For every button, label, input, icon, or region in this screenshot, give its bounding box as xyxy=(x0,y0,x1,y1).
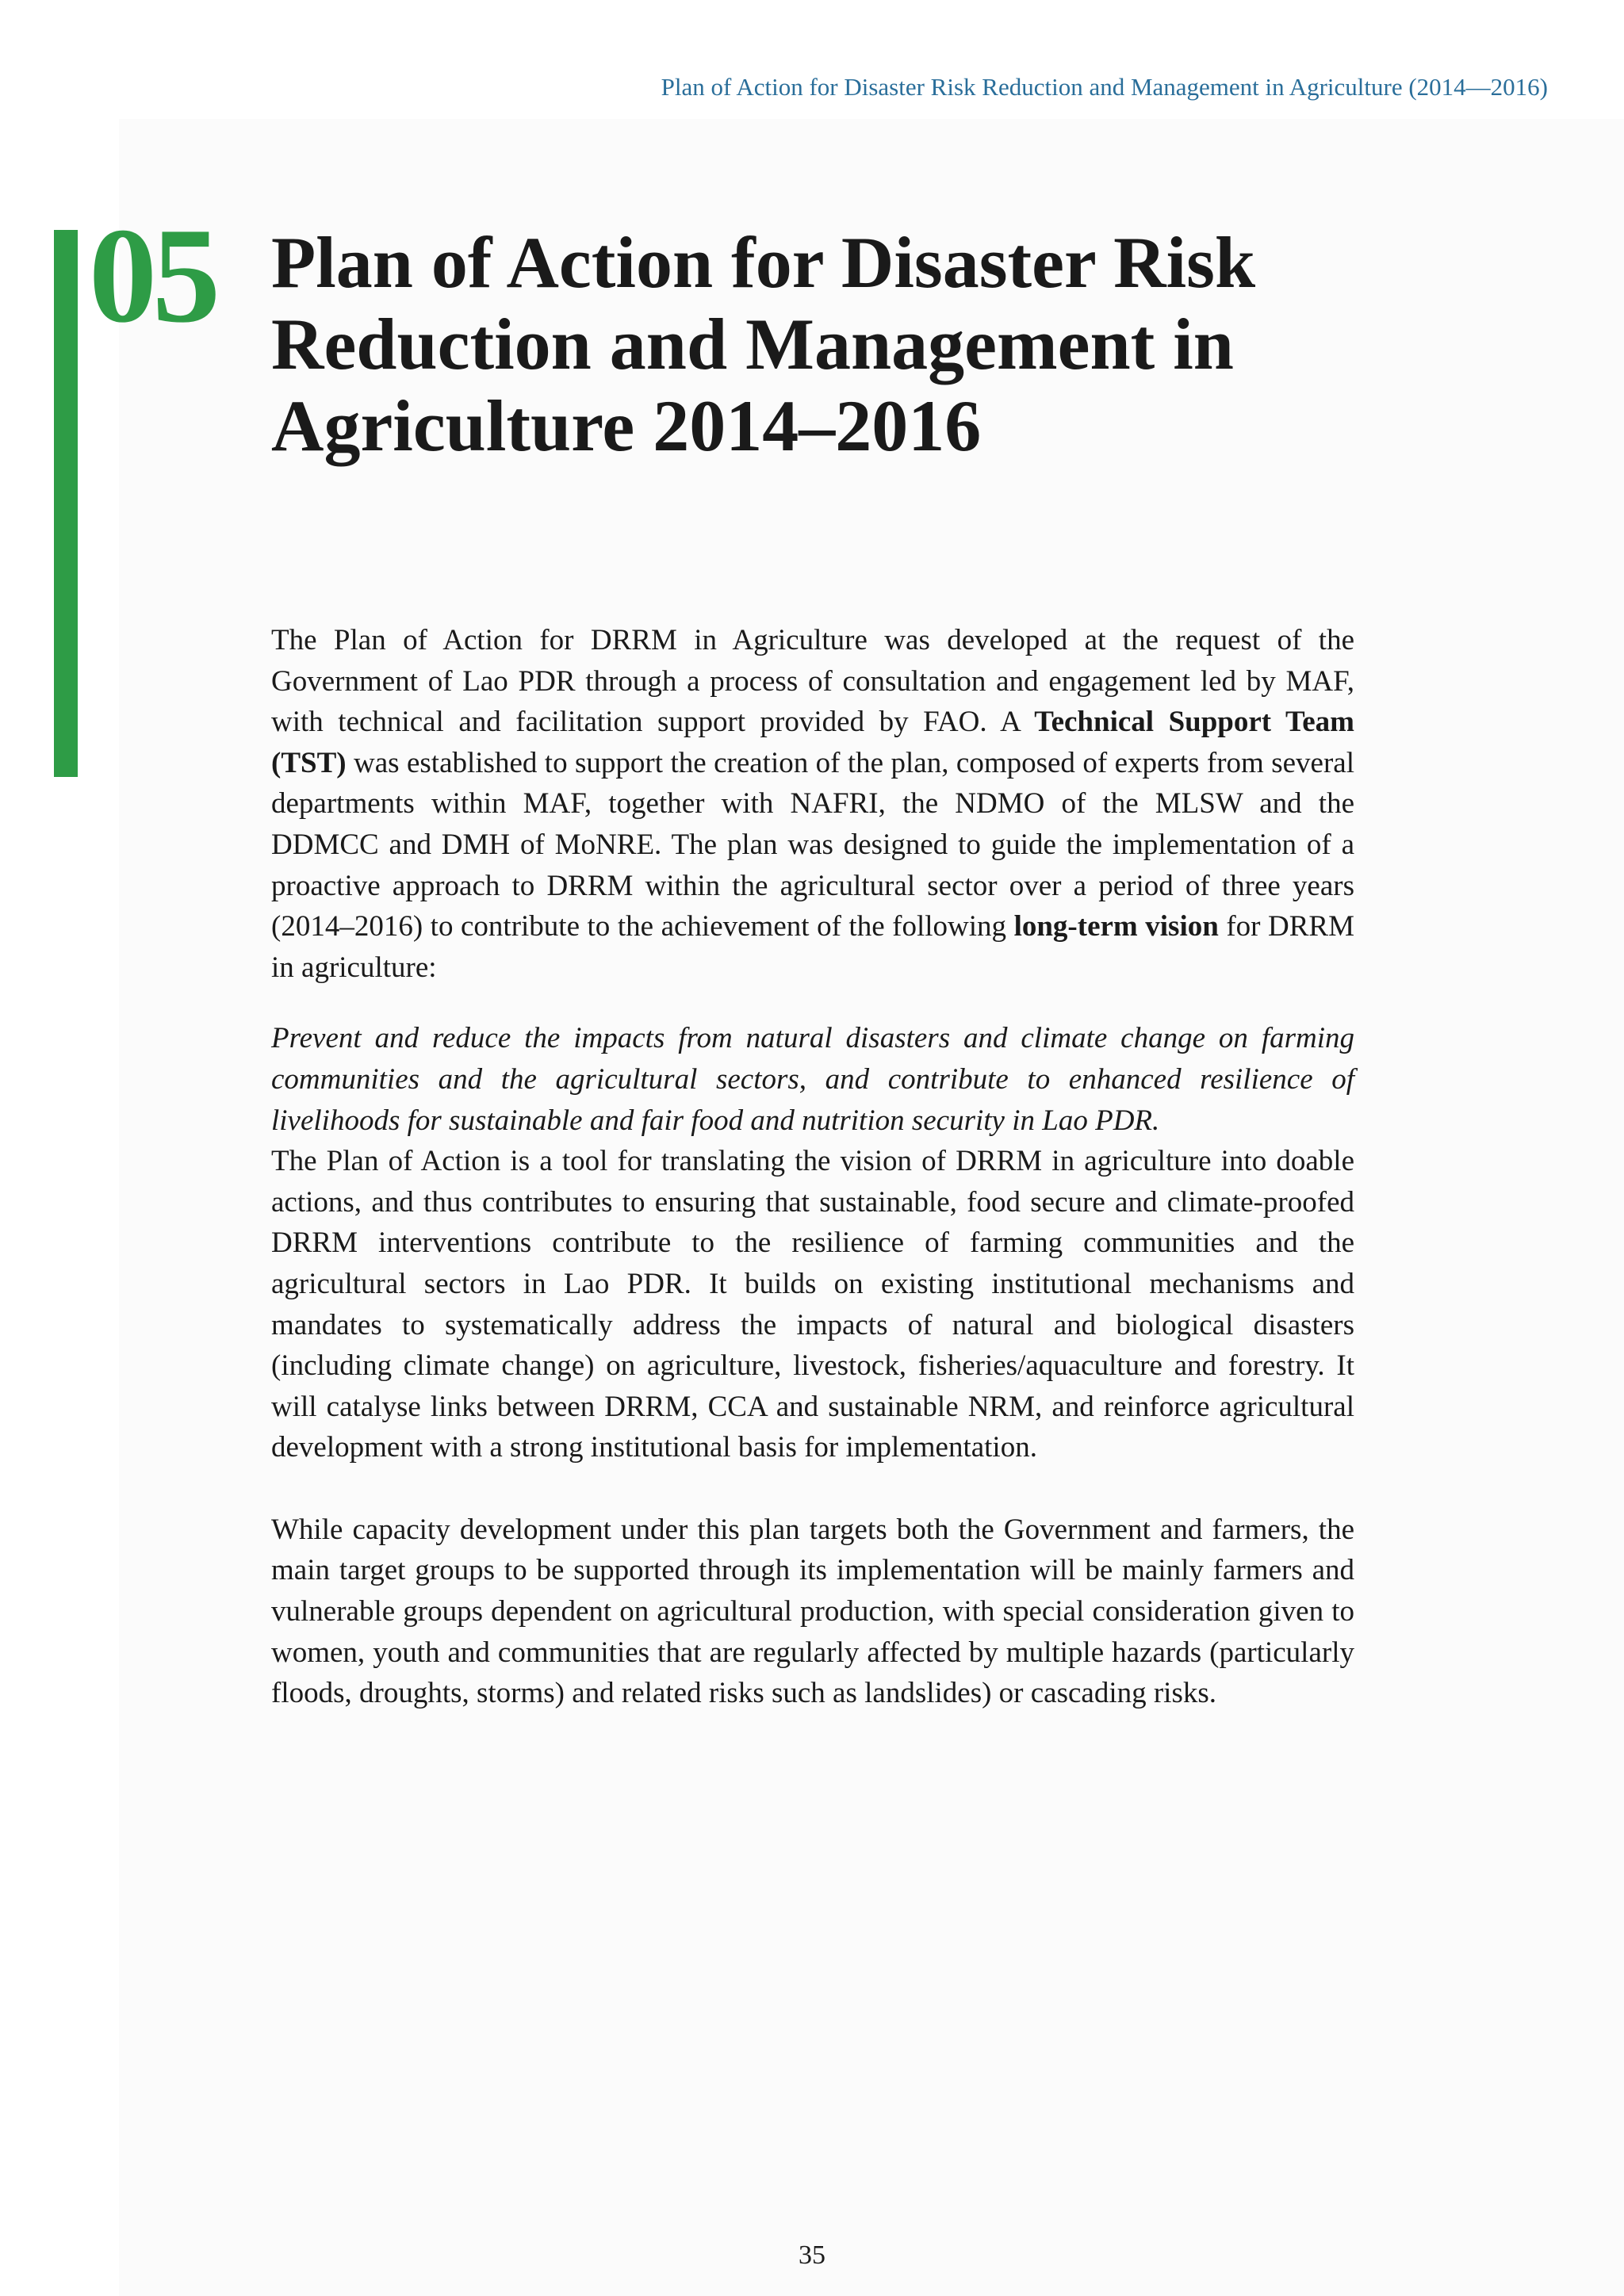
chapter-number: 05 xyxy=(89,201,216,351)
intro-text-1: The Plan of Action for DRRM in Agriculture was developed at the request of the Government of Lao PDR through a process of consultation and engagement led by MAF, with technical and facilitation support provided by FAO. A xyxy=(271,624,1354,739)
intro-bold-vision: long-term vision xyxy=(1013,910,1219,943)
intro-text-3: for DRRM in agriculture: xyxy=(271,910,1355,984)
intro-bold-tst: Technical Support Team (TST) xyxy=(271,706,1354,779)
paragraph-plan-tool: The Plan of Action is a tool for translating the vision of DRRM in agriculture into doable actions, and thus contributes to ensuring that sustainable, food secure and climate-proofed DRRM interventions contribute to the resilience of farming communities and the agricultural sectors in Lao PDR. It builds on existing institutional mechanisms and mandates to systematically address the impacts of natural and biological disasters (including climate change) on agriculture, livestock, fisheries/aquaculture and forestry. It will catalyse links between DRRM, CCA and sustainable NRM, and reinforce agricultural development with a strong institutional basis for implementation. xyxy=(271,1145,1354,1464)
page-number: 35 xyxy=(799,2241,825,2270)
body-text xyxy=(271,620,1354,1714)
vision-quote: Prevent and reduce the impacts from natural disasters and climate change on farming communities and the agricultural sectors, and contribute to enhanced resilience of livelihoods for sustainable and fair food and nutrition security in Lao PDR. xyxy=(271,1022,1354,1137)
intro-text-2: was established to support the creation of the plan, composed of experts from several departments within MAF, together with NAFRI, the NDMO of the MLSW and the DDMCC and DMH of MoNRE. The plan was designed to guide the implementation of a proactive approach to DRRM within the agricultural sector over a period of three years (2014–2016) to contribute to the achievement of the following xyxy=(271,746,1354,943)
paragraph-intro xyxy=(271,620,1354,988)
paragraph-target-groups: While capacity development under this plan targets both the Government and farmers, the main target groups to be supported through its implementation will be mainly farmers and vulnerable groups dependent on agricultural production, with special consideration given to women, youth and communities that are regularly affected by multiple hazards (particularly floods, droughts, storms) and related risks such as landslides) or cascading risks. xyxy=(271,1513,1354,1710)
running-header: Plan of Action for Disaster Risk Reduction and Management in Agriculture (2014—2016) xyxy=(661,73,1548,101)
chapter-accent-bar xyxy=(54,230,78,777)
chapter-title: Plan of Action for Disaster Risk Reduction and Management in Agriculture 2014–2016 xyxy=(271,222,1256,466)
